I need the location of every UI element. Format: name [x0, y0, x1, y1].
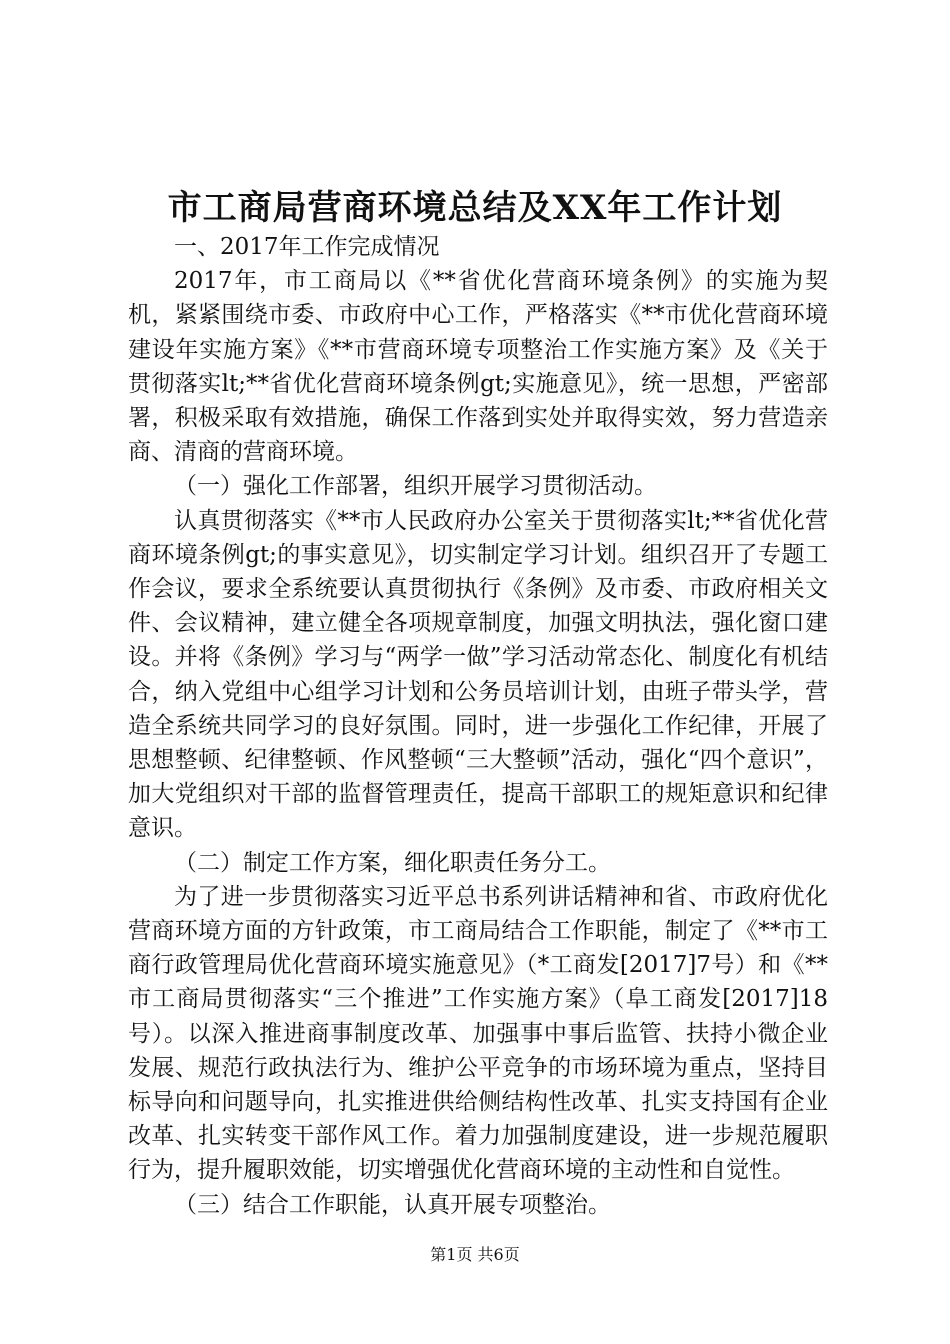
subsection-heading: （二）制定工作方案，细化职责任务分工。: [174, 849, 611, 876]
document-title: 市工商局营商环境总结及XX年工作计划: [167, 188, 783, 228]
paragraph: 为了进一步贯彻落实习近平总书系列讲话精神和省、市政府优化营商环境方面的方针政策，市工商局结合工作职能，制定了《**市工商行政管理局优化营商环境实施意见》（*工商发[2017]7号）和《**市工商局贯彻落实“三个推进”工作实施方案》（阜工商发[2017]18号）。以深入推进商事制度改革、加强事中事后监管、扶持小微企业发展、规范行政执法行为、维护公平竞争的市场环境为重点，坚持目标导向和问题导向，扎实推进供给侧结构性改革、扎实支持国有企业改革、扎实转变干部作风工作。着力加强制度建设，进一步规范履职行为，提升履职效能，切实增强优化营商环境的主动性和自觉性。: [128, 883, 828, 1184]
paragraph: 认真贯彻落实《**市人民政府办公室关于贯彻落实lt;**省优化营商环境条例gt;的事实意见》，切实制定学习计划。组织召开了专题工作会议，要求全系统要认真贯彻执行《条例》及市委、市政府相关文件、会议精神，建立健全各项规章制度，加强文明执法，强化窗口建设。并将《条例》学习与“两学一做”学习活动常态化、制度化有机结合，纳入党组中心组学习计划和公务员培训计划，由班子带头学，营造全系统共同学习的良好氛围。同时，进一步强化工作纪律，开展了思想整顿、纪律整顿、作风整顿“三大整顿”活动，强化“四个意识”，加大党组织对干部的监督管理责任，提高干部职工的规矩意识和纪律意识。: [128, 507, 828, 842]
paragraph: 2017年，市工商局以《**省优化营商环境条例》的实施为契机，紧紧围绕市委、市政府中心工作，严格落实《**市优化营商环境建设年实施方案》《**市营商环境专项整治工作实施方案》及《关于贯彻落实lt;**省优化营商环境条例gt;实施意见》，统一思想，严密部署，积极采取有效措施，确保工作落到实处并取得实效，努力营造亲商、清商的营商环境。: [128, 268, 828, 466]
section-heading: 一、2017年工作完成情况: [174, 234, 440, 260]
subsection-heading: （一）强化工作部署，组织开展学习贯彻活动。: [174, 473, 657, 500]
subsection-heading: （三）结合工作职能，认真开展专项整治。: [174, 1191, 611, 1218]
page-number-footer: 第1页 共6页: [430, 1245, 520, 1264]
document-body: [128, 230, 828, 1222]
